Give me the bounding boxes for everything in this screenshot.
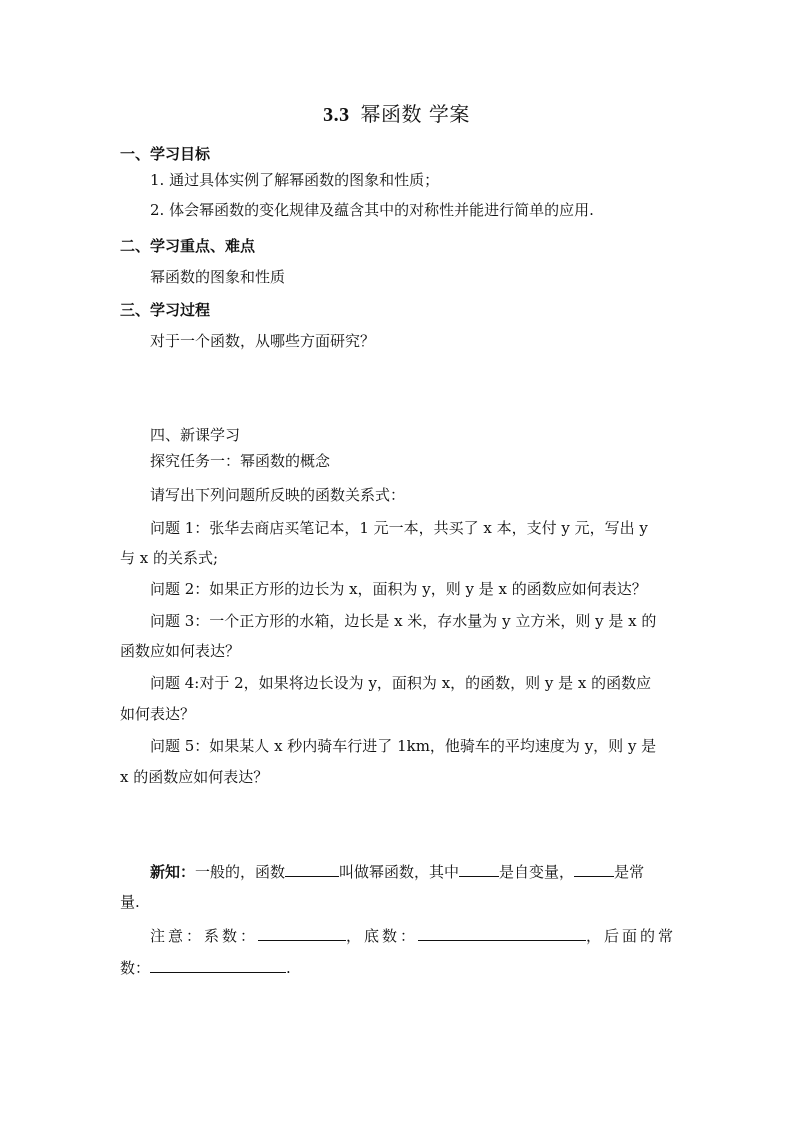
task-prompt: 请写出下列问题所反映的函数关系式： — [150, 486, 406, 504]
question-2: 问题 2：如果正方形的边长为 x，面积为 y，则 y 是 x 的函数应如何表达？ — [150, 580, 647, 598]
note-line-1 — [150, 924, 680, 947]
keypoints-text: 幂函数的图象和性质 — [150, 268, 286, 286]
exponent-blank[interactable] — [150, 956, 286, 973]
note-line-2 — [120, 956, 680, 979]
base-blank[interactable] — [418, 924, 586, 941]
title-number: 3.3 — [323, 104, 350, 126]
section-heading-process: 三、学习过程 — [120, 301, 211, 319]
new-knowledge-text: 是常 — [614, 863, 645, 881]
new-knowledge-line-1 — [150, 860, 680, 883]
new-knowledge-text: 叫做幂函数，其中 — [339, 863, 460, 881]
task-title: 探究任务一：幂函数的概念 — [150, 452, 331, 470]
variable-blank[interactable] — [459, 860, 499, 877]
question-4-line-2: 如何表达？ — [120, 705, 196, 723]
section-heading-new-lesson: 四、新课学习 — [150, 426, 241, 444]
question-5-line-2: x 的函数应如何表达？ — [120, 768, 269, 786]
goal-item: 1. 通过具体实例了解幂函数的图象和性质； — [150, 171, 440, 189]
question-1-line-1: 问题 1：张华去商店买笔记本，1 元一本，共买了 x 本，支付 y 元，写出 y — [150, 519, 648, 537]
constant-blank[interactable] — [574, 860, 614, 877]
note-text: 注意：系数： — [150, 927, 259, 945]
coefficient-blank[interactable] — [258, 924, 346, 941]
note-text: . — [286, 959, 291, 977]
question-5-line-1: 问题 5：如果某人 x 秒内骑车行进了 1km，他骑车的平均速度为 y，则 y 是 — [150, 737, 657, 755]
page-title — [0, 98, 793, 127]
note-text: 数： — [120, 959, 151, 977]
section-heading-goals: 一、学习目标 — [120, 145, 211, 163]
new-knowledge-text: 一般的，函数 — [195, 863, 286, 881]
question-4-line-1: 问题 4:对于 2，如果将边长设为 y，面积为 x，的函数，则 y 是 x 的函数应 — [150, 674, 652, 692]
new-knowledge-text: 是自变量， — [499, 863, 575, 881]
question-3-line-1: 问题 3：一个正方形的水箱，边长是 x 米，存水量为 y 立方米，则 y 是 x 的 — [150, 612, 657, 630]
note-text: ，底数： — [346, 927, 419, 945]
title-text: 幂函数 学案 — [360, 102, 470, 126]
goal-item: 2. 体会幂函数的变化规律及蕴含其中的对称性并能进行简单的应用. — [150, 201, 594, 219]
new-knowledge-line-2: 量. — [120, 893, 140, 911]
section-heading-keypoints: 二、学习重点、难点 — [120, 237, 256, 255]
new-knowledge-label: 新知： — [150, 863, 196, 881]
question-3-line-2: 函数应如何表达？ — [120, 642, 241, 660]
function-blank[interactable] — [285, 860, 339, 877]
question-1-line-2: 与 x 的关系式; — [120, 549, 219, 567]
note-text: ，后面的常 — [586, 927, 677, 945]
process-text: 对于一个函数，从哪些方面研究？ — [150, 332, 376, 350]
